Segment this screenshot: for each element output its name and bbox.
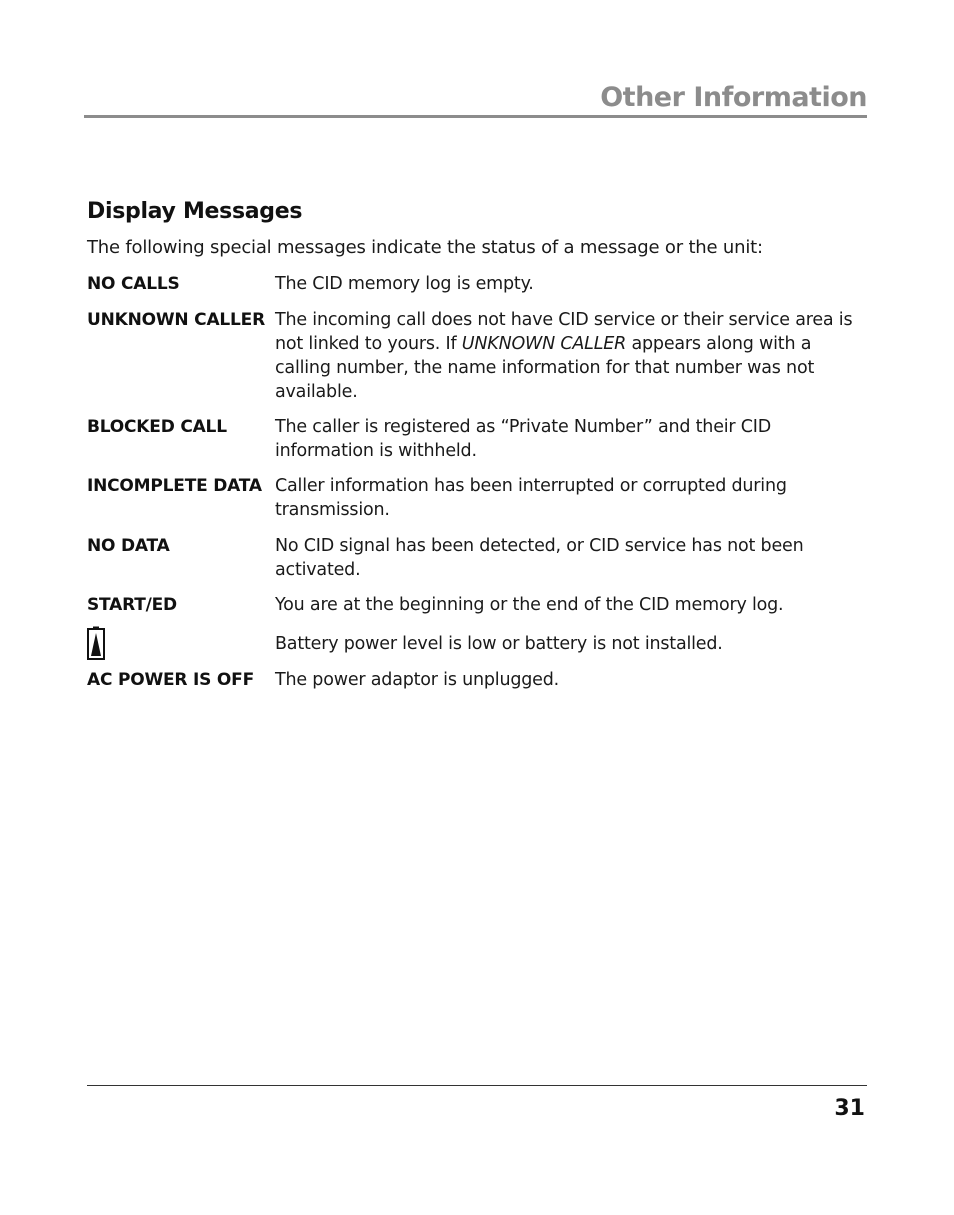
message-description: The CID memory log is empty. <box>275 274 534 294</box>
page-number: 31 <box>834 1096 865 1121</box>
message-description: The caller is registered as “Private Number” and their CID information is withheld. <box>275 417 772 461</box>
message-term: INCOMPLETE DATA <box>87 476 262 496</box>
message-description: You are at the beginning or the end of the CID memory log. <box>275 595 784 615</box>
message-term: AC POWER IS OFF <box>87 670 255 690</box>
section-heading: Display Messages <box>87 199 303 224</box>
message-description: The power adaptor is unplugged. <box>275 670 559 690</box>
message-term: START/ED <box>87 595 177 615</box>
description-emphasis: UNKNOWN CALLER <box>461 334 627 354</box>
message-description: Battery power level is low or battery is not installed. <box>275 634 723 654</box>
message-description: Caller information has been interrupted or corrupted during transmission. <box>275 476 787 520</box>
message-description: No CID signal has been detected, or CID service has not been activated. <box>275 536 804 580</box>
section-intro: The following special messages indicate the status of a message or the unit: <box>87 237 763 258</box>
message-term: NO DATA <box>87 536 170 556</box>
description-text: appears along with a calling number, the name information for that number was not available. <box>275 334 815 402</box>
header-divider <box>84 115 867 118</box>
message-term: NO CALLS <box>87 274 180 294</box>
page-header-title: Other Information <box>600 82 867 113</box>
footer-divider <box>87 1085 867 1086</box>
message-term: BLOCKED CALL <box>87 417 227 437</box>
description-text: The incoming call does not have CID service or their service area is not linked to yours. If <box>275 310 853 354</box>
battery-low-icon <box>87 626 105 664</box>
message-description <box>275 308 855 404</box>
message-term: UNKNOWN CALLER <box>87 310 265 330</box>
